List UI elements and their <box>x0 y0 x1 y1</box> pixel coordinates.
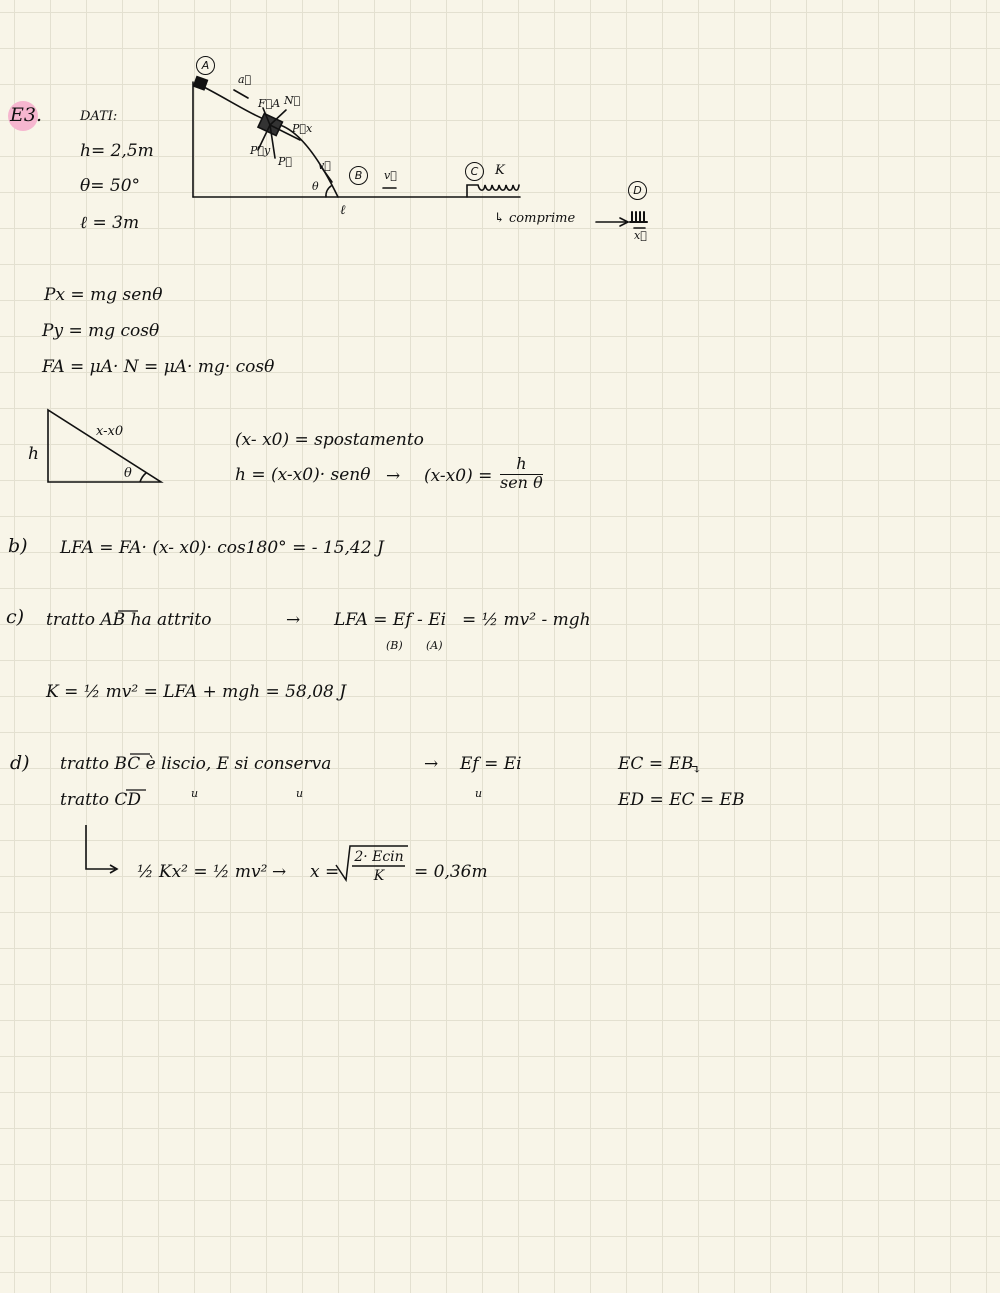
triangle-angle-label: θ <box>124 466 132 481</box>
final-x-label: x = <box>310 862 340 882</box>
spring-c <box>467 185 519 197</box>
part-c-sub-a: (A) <box>426 639 443 652</box>
point-a-label: A <box>196 56 215 75</box>
vector-x-label: x⃗ <box>634 229 647 242</box>
triangle-side-label: h <box>28 444 39 464</box>
length-l-label: ℓ <box>340 203 346 218</box>
displacement-definition: (x- x0) = spostamento <box>235 430 424 450</box>
vector-a-label: a⃗ <box>238 73 252 86</box>
part-d-arrow: → <box>424 754 439 774</box>
part-c-sub-b: (B) <box>386 639 403 652</box>
force-py: Py = mg cosθ <box>42 321 160 341</box>
part-c-work-equation: LFA = Ef - Ei <box>334 610 447 630</box>
dati-title: DATI: <box>80 109 118 124</box>
force-px: Px = mg senθ <box>44 285 163 305</box>
displacement-fraction <box>500 456 543 492</box>
ditto-mark-1: u <box>191 787 199 800</box>
vector-v-flat-label: v⃗ <box>384 169 397 182</box>
sqrt-numerator: 2· Ecin <box>354 849 404 865</box>
part-c-energy-equation: = ½ mv² - mgh <box>462 610 591 630</box>
spring-k-label: K <box>495 163 505 178</box>
part-d-label: d) <box>10 752 30 774</box>
final-result: = 0,36m <box>414 862 488 882</box>
part-c-text: tratto AB ha attrito <box>46 610 212 630</box>
vector-a <box>234 90 248 98</box>
part-b-label: b) <box>8 535 28 557</box>
force-fa: FA = μA· N = μA· mg· cosθ <box>42 357 275 377</box>
final-arrow: → <box>272 862 287 882</box>
part-d-line1: tratto BC è liscio, E si conserva <box>60 754 332 774</box>
spring-d <box>632 212 644 222</box>
vector-p-label: P⃗ <box>278 155 293 168</box>
vector-v-slope-label: v⃗ <box>318 159 331 172</box>
triangle-hyp-label: x-x0 <box>96 424 124 439</box>
point-c-label: C <box>465 162 484 181</box>
spring-energy-equation: ½ Kx² = ½ mv² <box>137 862 268 882</box>
displacement-equation: (x-x0) = <box>424 466 493 486</box>
fraction-denominator: sen θ <box>500 472 543 492</box>
triangle-shape <box>48 410 161 482</box>
dati-l: ℓ = 3m <box>80 213 140 233</box>
dati-theta: θ= 50° <box>80 176 141 196</box>
point-d-label: D <box>628 181 647 200</box>
height-equation: h = (x-x0)· senθ <box>235 465 371 485</box>
exercise-label: E3. <box>10 104 42 126</box>
ditto-mark-3: u <box>475 787 483 800</box>
part-c-label: c) <box>6 606 25 628</box>
part-d-arrow <box>86 825 115 869</box>
part-c-kinetic-equation: K = ½ mv² = LFA + mgh = 58,08 J <box>46 682 347 702</box>
triangle-angle-arc <box>140 473 146 482</box>
vector-n-label: N⃗ <box>284 94 301 107</box>
dati-h: h= 2,5m <box>80 141 154 161</box>
part-c-arrow: → <box>286 610 301 630</box>
vector-py-label: P⃗y <box>250 144 271 157</box>
fraction-numerator: h <box>500 456 543 475</box>
vector-fa-label: F⃗A <box>258 97 281 110</box>
part-b-equation: LFA = FA· (x- x0)· cos180° = - 15,42 J <box>60 538 384 558</box>
ditto-mark-2: u <box>296 787 304 800</box>
sqrt-denominator: K <box>373 868 385 884</box>
part-d-energy-conservation: Ef = Ei <box>460 754 522 774</box>
point-b-label: B <box>349 166 368 185</box>
side-hook-arrow: ↴ <box>690 763 701 778</box>
block-a <box>194 77 208 90</box>
height-arrow: → <box>386 466 401 486</box>
part-d-line2: tratto CD <box>60 790 142 810</box>
comprime-label: ↳ comprime <box>494 211 576 226</box>
theta-label: θ <box>312 180 319 193</box>
theta-arc <box>326 186 331 197</box>
side-equation-1: EC = EB <box>618 754 694 774</box>
vector-px-label: P⃗x <box>292 122 313 135</box>
side-equation-2: ED = EC = EB <box>618 790 745 810</box>
